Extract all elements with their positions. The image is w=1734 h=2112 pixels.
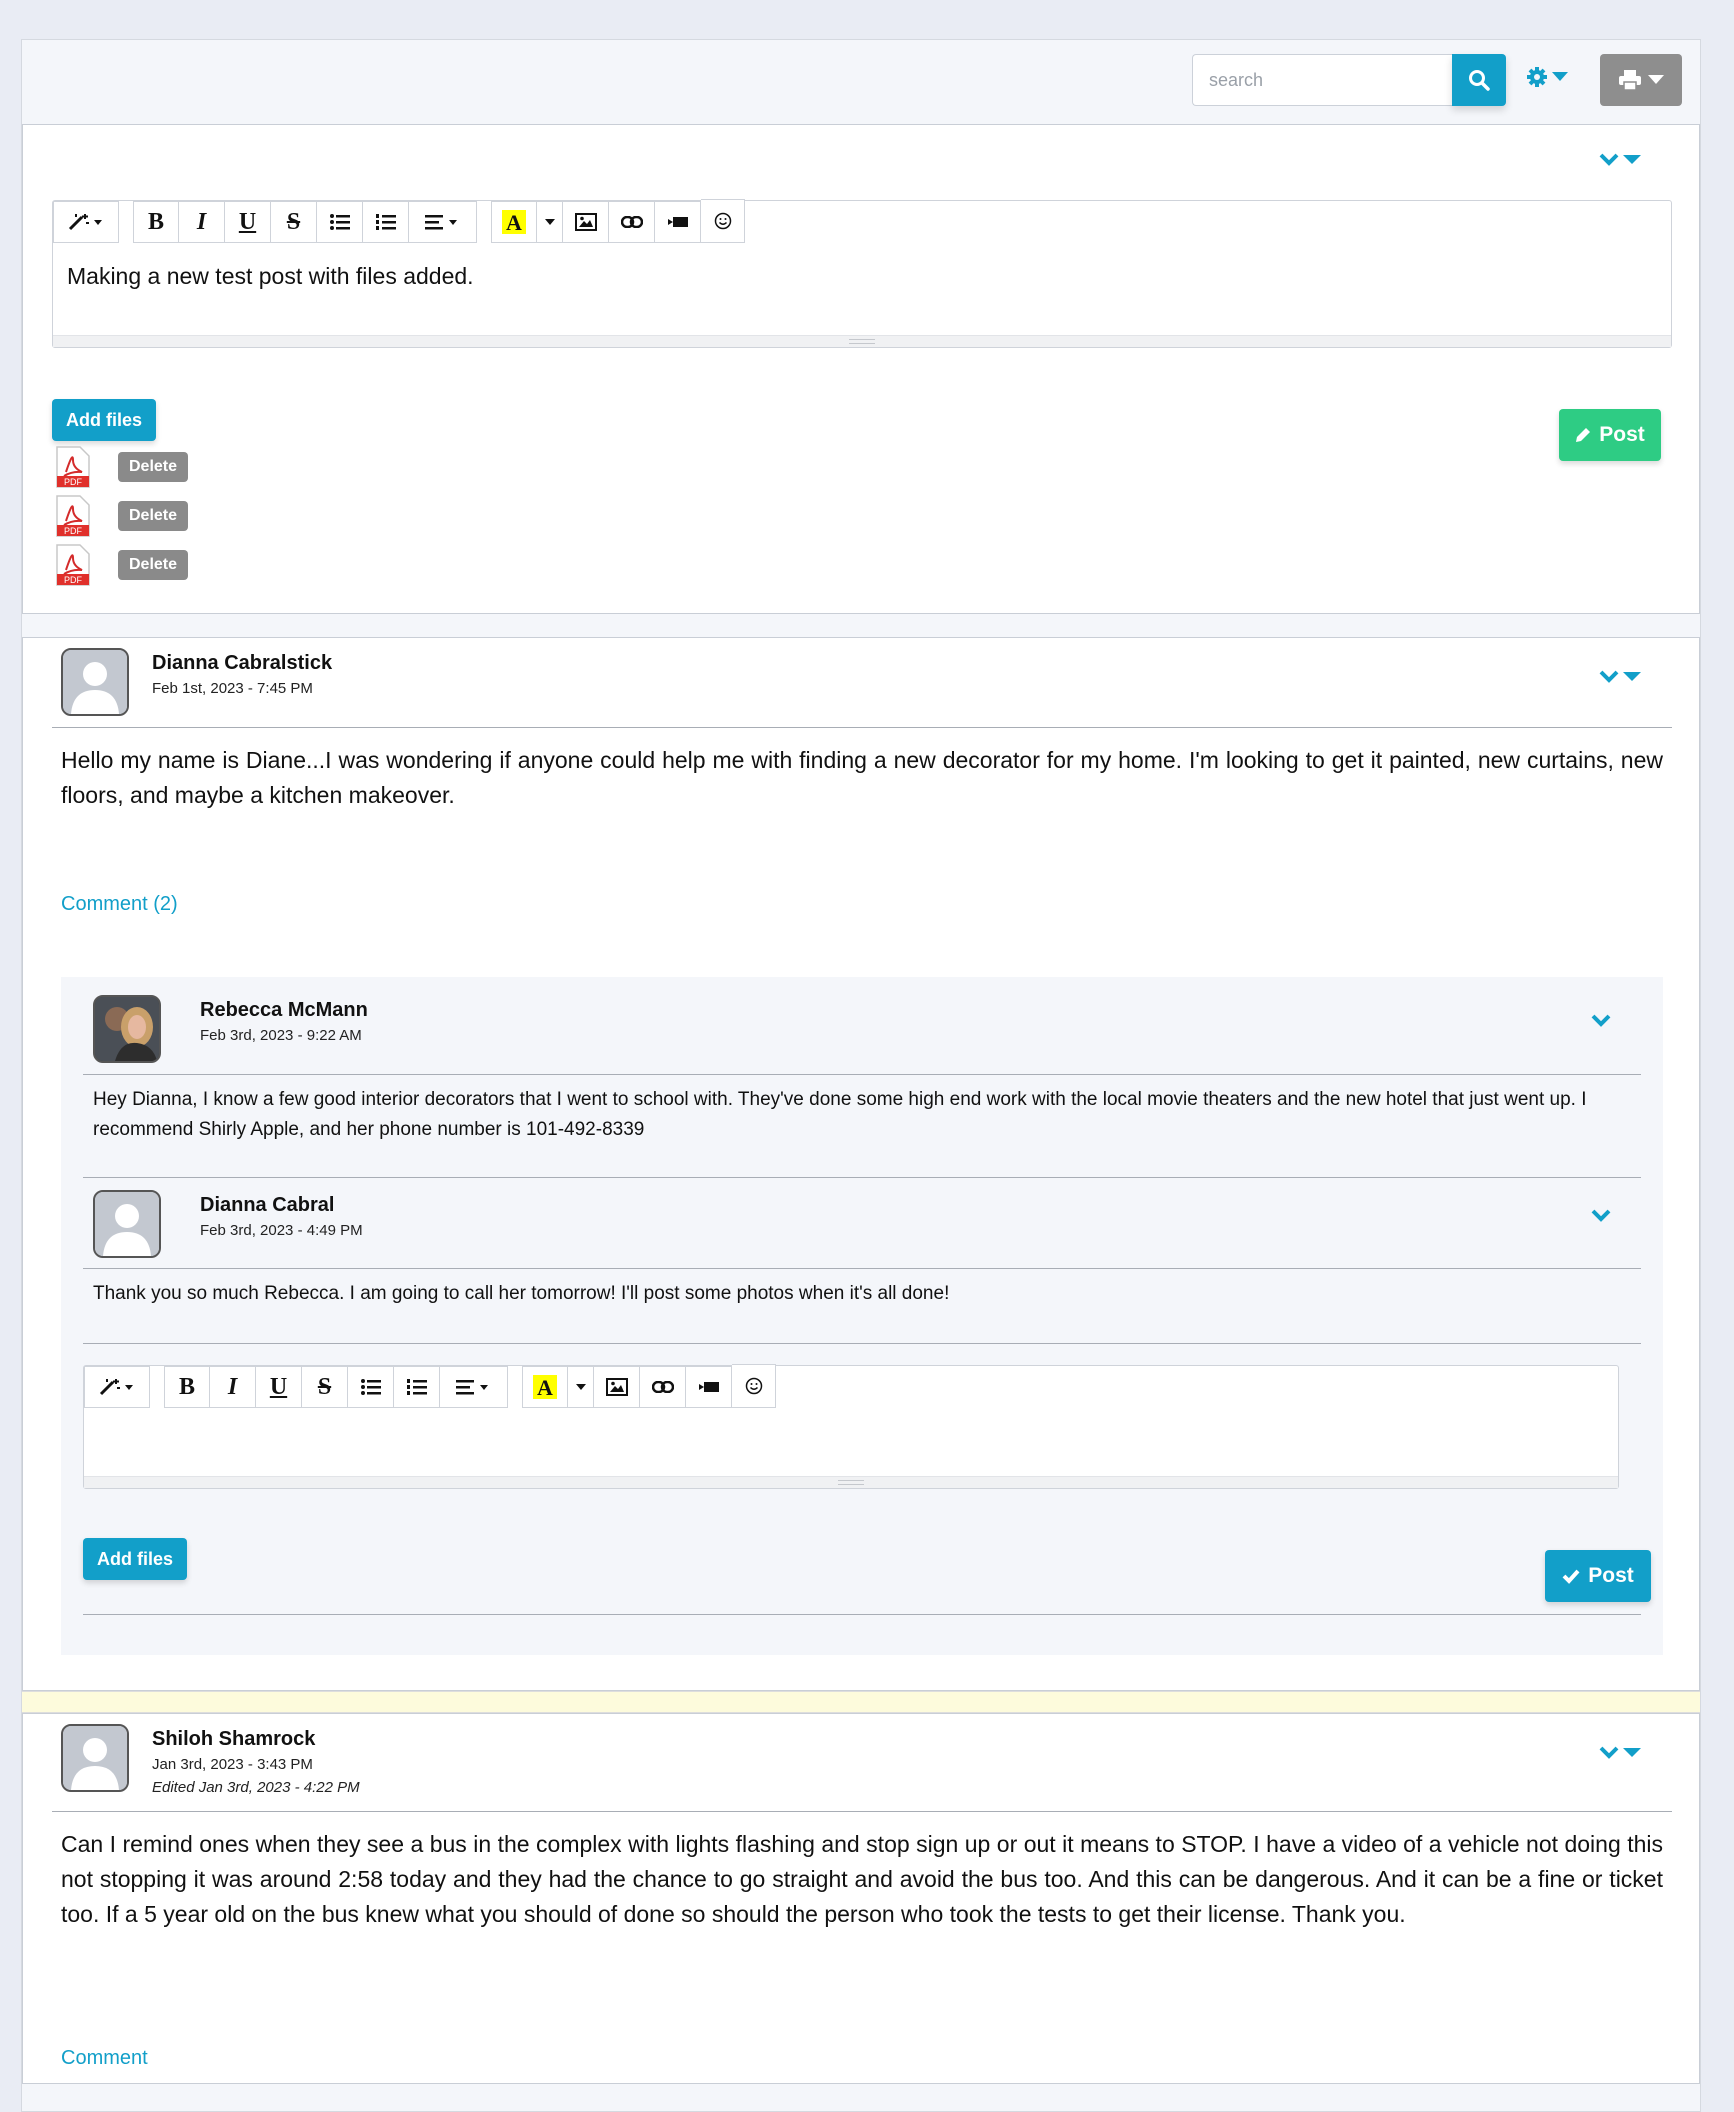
new-post-panel bbox=[22, 124, 1700, 614]
new-posts-separator bbox=[22, 1691, 1700, 1713]
comment-date: Feb 3rd, 2023 - 4:49 PM bbox=[200, 1222, 363, 1239]
post-editor[interactable] bbox=[52, 200, 1672, 348]
bold-button[interactable] bbox=[133, 201, 179, 243]
strikethrough-button[interactable] bbox=[271, 201, 317, 243]
reply-post-button[interactable] bbox=[1545, 1550, 1651, 1602]
comment-author[interactable]: Rebecca McMann bbox=[200, 999, 368, 1021]
pencil-icon bbox=[1575, 427, 1591, 443]
image-icon bbox=[606, 1378, 628, 1396]
check-icon bbox=[1562, 1568, 1580, 1584]
comment-date: Feb 3rd, 2023 - 9:22 AM bbox=[200, 1027, 362, 1044]
reply-editor[interactable] bbox=[83, 1365, 1619, 1489]
text-color-button[interactable] bbox=[491, 201, 537, 243]
post-options-toggle[interactable] bbox=[1599, 670, 1641, 684]
svg-text:A: A bbox=[537, 1375, 553, 1399]
divider bbox=[52, 1811, 1672, 1812]
comment-body: Thank you so much Rebecca. I am going to call her tomorrow! I'll post some photos when it's all done! bbox=[93, 1283, 950, 1304]
chevron-down-icon bbox=[1599, 153, 1619, 167]
magic-wand-icon bbox=[98, 1377, 136, 1397]
editor-toolbar bbox=[84, 1366, 776, 1408]
search-button[interactable] bbox=[1452, 54, 1506, 106]
post-button-label: Post bbox=[1599, 423, 1645, 446]
bullet-list-button[interactable] bbox=[348, 1366, 394, 1408]
insert-link-button[interactable] bbox=[640, 1366, 686, 1408]
pdf-icon bbox=[56, 446, 90, 488]
pdf-icon bbox=[56, 495, 90, 537]
post-card bbox=[22, 637, 1700, 1691]
post-card bbox=[22, 1713, 1700, 2084]
emoji-icon bbox=[714, 212, 732, 230]
insert-image-button[interactable] bbox=[563, 201, 609, 243]
bullet-list-icon bbox=[361, 1379, 381, 1395]
print-dropdown[interactable] bbox=[1600, 54, 1682, 106]
chevron-down-icon bbox=[1591, 1209, 1611, 1223]
attached-file-row bbox=[56, 543, 188, 587]
print-icon bbox=[1618, 69, 1642, 91]
italic-button[interactable] bbox=[179, 201, 225, 243]
chevron-down-icon bbox=[1591, 1014, 1611, 1028]
post-date: Feb 1st, 2023 - 7:45 PM bbox=[152, 680, 313, 697]
emoji-icon bbox=[745, 1377, 763, 1395]
bold-glyph: B bbox=[147, 208, 164, 235]
italic-glyph: I bbox=[196, 208, 207, 235]
caret-down-icon bbox=[1623, 672, 1641, 682]
gear-icon bbox=[1526, 66, 1548, 88]
comment-body: Hey Dianna, I know a few good interior decorators that I went to school with. They've done some high end work with the local movie theaters and the new hotel that just went up. I recommend Shirly Apple, and her phone number is 101-492-8339 bbox=[93, 1089, 1587, 1140]
insert-video-button[interactable] bbox=[655, 201, 701, 243]
avatar bbox=[61, 648, 129, 716]
numbered-list-button[interactable] bbox=[394, 1366, 440, 1408]
editor-toolbar bbox=[53, 201, 745, 243]
reply-post-label: Post bbox=[1588, 1564, 1634, 1587]
link-icon bbox=[621, 216, 643, 228]
bold-glyph: B bbox=[178, 1373, 195, 1400]
caret-down-icon bbox=[1623, 1748, 1641, 1758]
divider bbox=[52, 727, 1672, 728]
comment-options-toggle[interactable] bbox=[1591, 1014, 1611, 1033]
divider bbox=[83, 1074, 1641, 1075]
underline-glyph: U bbox=[238, 208, 257, 235]
post-author[interactable]: Shiloh Shamrock bbox=[152, 1728, 316, 1750]
strikethrough-glyph: S bbox=[317, 1373, 332, 1400]
svg-text:A: A bbox=[506, 210, 522, 234]
delete-file-button[interactable]: Delete bbox=[118, 501, 188, 531]
add-files-button[interactable]: Add files bbox=[52, 399, 156, 441]
avatar bbox=[93, 1190, 161, 1258]
post-author[interactable]: Dianna Cabralstick bbox=[152, 652, 333, 674]
underline-glyph: U bbox=[269, 1373, 288, 1400]
top-bar bbox=[22, 40, 1700, 124]
settings-dropdown[interactable] bbox=[1526, 66, 1568, 88]
svg-text:PDF: PDF bbox=[64, 477, 82, 487]
caret-down-icon bbox=[545, 219, 555, 225]
strikethrough-glyph: S bbox=[286, 208, 301, 235]
pdf-icon bbox=[56, 544, 90, 586]
magic-wand-icon bbox=[67, 212, 105, 232]
video-icon bbox=[668, 216, 688, 228]
text-color-dropdown[interactable] bbox=[568, 1366, 594, 1408]
align-dropdown[interactable] bbox=[409, 201, 477, 243]
style-button[interactable] bbox=[53, 201, 119, 243]
emoji-button[interactable] bbox=[701, 199, 745, 243]
attached-file-row bbox=[56, 445, 188, 489]
svg-text:PDF: PDF bbox=[64, 526, 82, 536]
align-dropdown[interactable] bbox=[440, 1366, 508, 1408]
insert-video-button[interactable] bbox=[686, 1366, 732, 1408]
highlight-a-icon bbox=[533, 1375, 557, 1399]
style-button[interactable] bbox=[84, 1366, 150, 1408]
post-options-toggle[interactable] bbox=[1599, 1746, 1641, 1760]
bold-button[interactable] bbox=[164, 1366, 210, 1408]
italic-glyph: I bbox=[227, 1373, 238, 1400]
divider bbox=[83, 1343, 1641, 1344]
feed-frame bbox=[21, 39, 1701, 2112]
link-icon bbox=[652, 1381, 674, 1393]
bullet-list-icon bbox=[330, 214, 350, 230]
caret-down-icon bbox=[1623, 155, 1641, 165]
editor-resize-handle[interactable] bbox=[53, 335, 1671, 347]
align-left-icon bbox=[456, 1379, 492, 1395]
bullet-list-button[interactable] bbox=[317, 201, 363, 243]
insert-link-button[interactable] bbox=[609, 201, 655, 243]
panel-collapse-toggle[interactable] bbox=[1599, 153, 1641, 167]
text-color-button[interactable] bbox=[522, 1366, 568, 1408]
numbered-list-icon bbox=[407, 1379, 427, 1395]
avatar bbox=[93, 995, 161, 1063]
delete-file-button[interactable]: Delete bbox=[118, 452, 188, 482]
post-body: Can I remind ones when they see a bus in the complex with lights flashing and stop sign up or out it means to STOP. I have a video of a vehicle not doing this not stopping it was around 2:58 today and they had the chance to go straight and avoid the bus too. And this can be dangerous. And it can be a fine or ticket too. If a 5 year old on the bus knew what you should of done so should the person who took the tests to get their license. Thank you. bbox=[61, 1831, 1663, 1927]
post-date: Jan 3rd, 2023 - 3:43 PM bbox=[152, 1756, 313, 1773]
video-icon bbox=[699, 1381, 719, 1393]
numbered-list-button[interactable] bbox=[363, 201, 409, 243]
image-icon bbox=[575, 213, 597, 231]
post-editor-text[interactable]: Making a new test post with files added. bbox=[67, 263, 474, 289]
post-button[interactable] bbox=[1559, 409, 1661, 461]
insert-image-button[interactable] bbox=[594, 1366, 640, 1408]
chevron-down-icon bbox=[1599, 1746, 1619, 1760]
caret-down-icon bbox=[1552, 72, 1568, 82]
divider bbox=[83, 1177, 1641, 1178]
comment-link[interactable]: Comment bbox=[61, 2047, 148, 2069]
comments-section bbox=[61, 977, 1663, 1655]
add-files-button[interactable]: Add files bbox=[83, 1538, 187, 1580]
svg-text:PDF: PDF bbox=[64, 575, 82, 585]
numbered-list-icon bbox=[376, 214, 396, 230]
search-input[interactable] bbox=[1192, 54, 1452, 106]
comment-author[interactable]: Dianna Cabral bbox=[200, 1194, 335, 1216]
caret-down-icon bbox=[576, 1384, 586, 1390]
comment-link[interactable]: Comment (2) bbox=[61, 893, 178, 915]
underline-button[interactable] bbox=[256, 1366, 302, 1408]
emoji-button[interactable] bbox=[732, 1364, 776, 1408]
divider bbox=[83, 1614, 1641, 1615]
post-edited-date: Edited Jan 3rd, 2023 - 4:22 PM bbox=[152, 1779, 360, 1796]
editor-resize-handle[interactable] bbox=[84, 1476, 1618, 1488]
divider bbox=[83, 1268, 1641, 1269]
search-group bbox=[1192, 54, 1506, 106]
avatar bbox=[61, 1724, 129, 1792]
text-color-dropdown[interactable] bbox=[537, 201, 563, 243]
search-icon bbox=[1468, 69, 1490, 91]
underline-button[interactable] bbox=[225, 201, 271, 243]
delete-file-button[interactable]: Delete bbox=[118, 550, 188, 580]
italic-button[interactable] bbox=[210, 1366, 256, 1408]
attached-file-row bbox=[56, 494, 188, 538]
highlight-a-icon bbox=[502, 210, 526, 234]
align-left-icon bbox=[425, 214, 461, 230]
chevron-down-icon bbox=[1599, 670, 1619, 684]
post-body: Hello my name is Diane...I was wondering if anyone could help me with finding a new decorator for my home. I'm looking to get it painted, new curtains, new floors, and maybe a kitchen makeover. bbox=[61, 747, 1663, 808]
comment-options-toggle[interactable] bbox=[1591, 1209, 1611, 1228]
caret-down-icon bbox=[1648, 75, 1664, 85]
strikethrough-button[interactable] bbox=[302, 1366, 348, 1408]
